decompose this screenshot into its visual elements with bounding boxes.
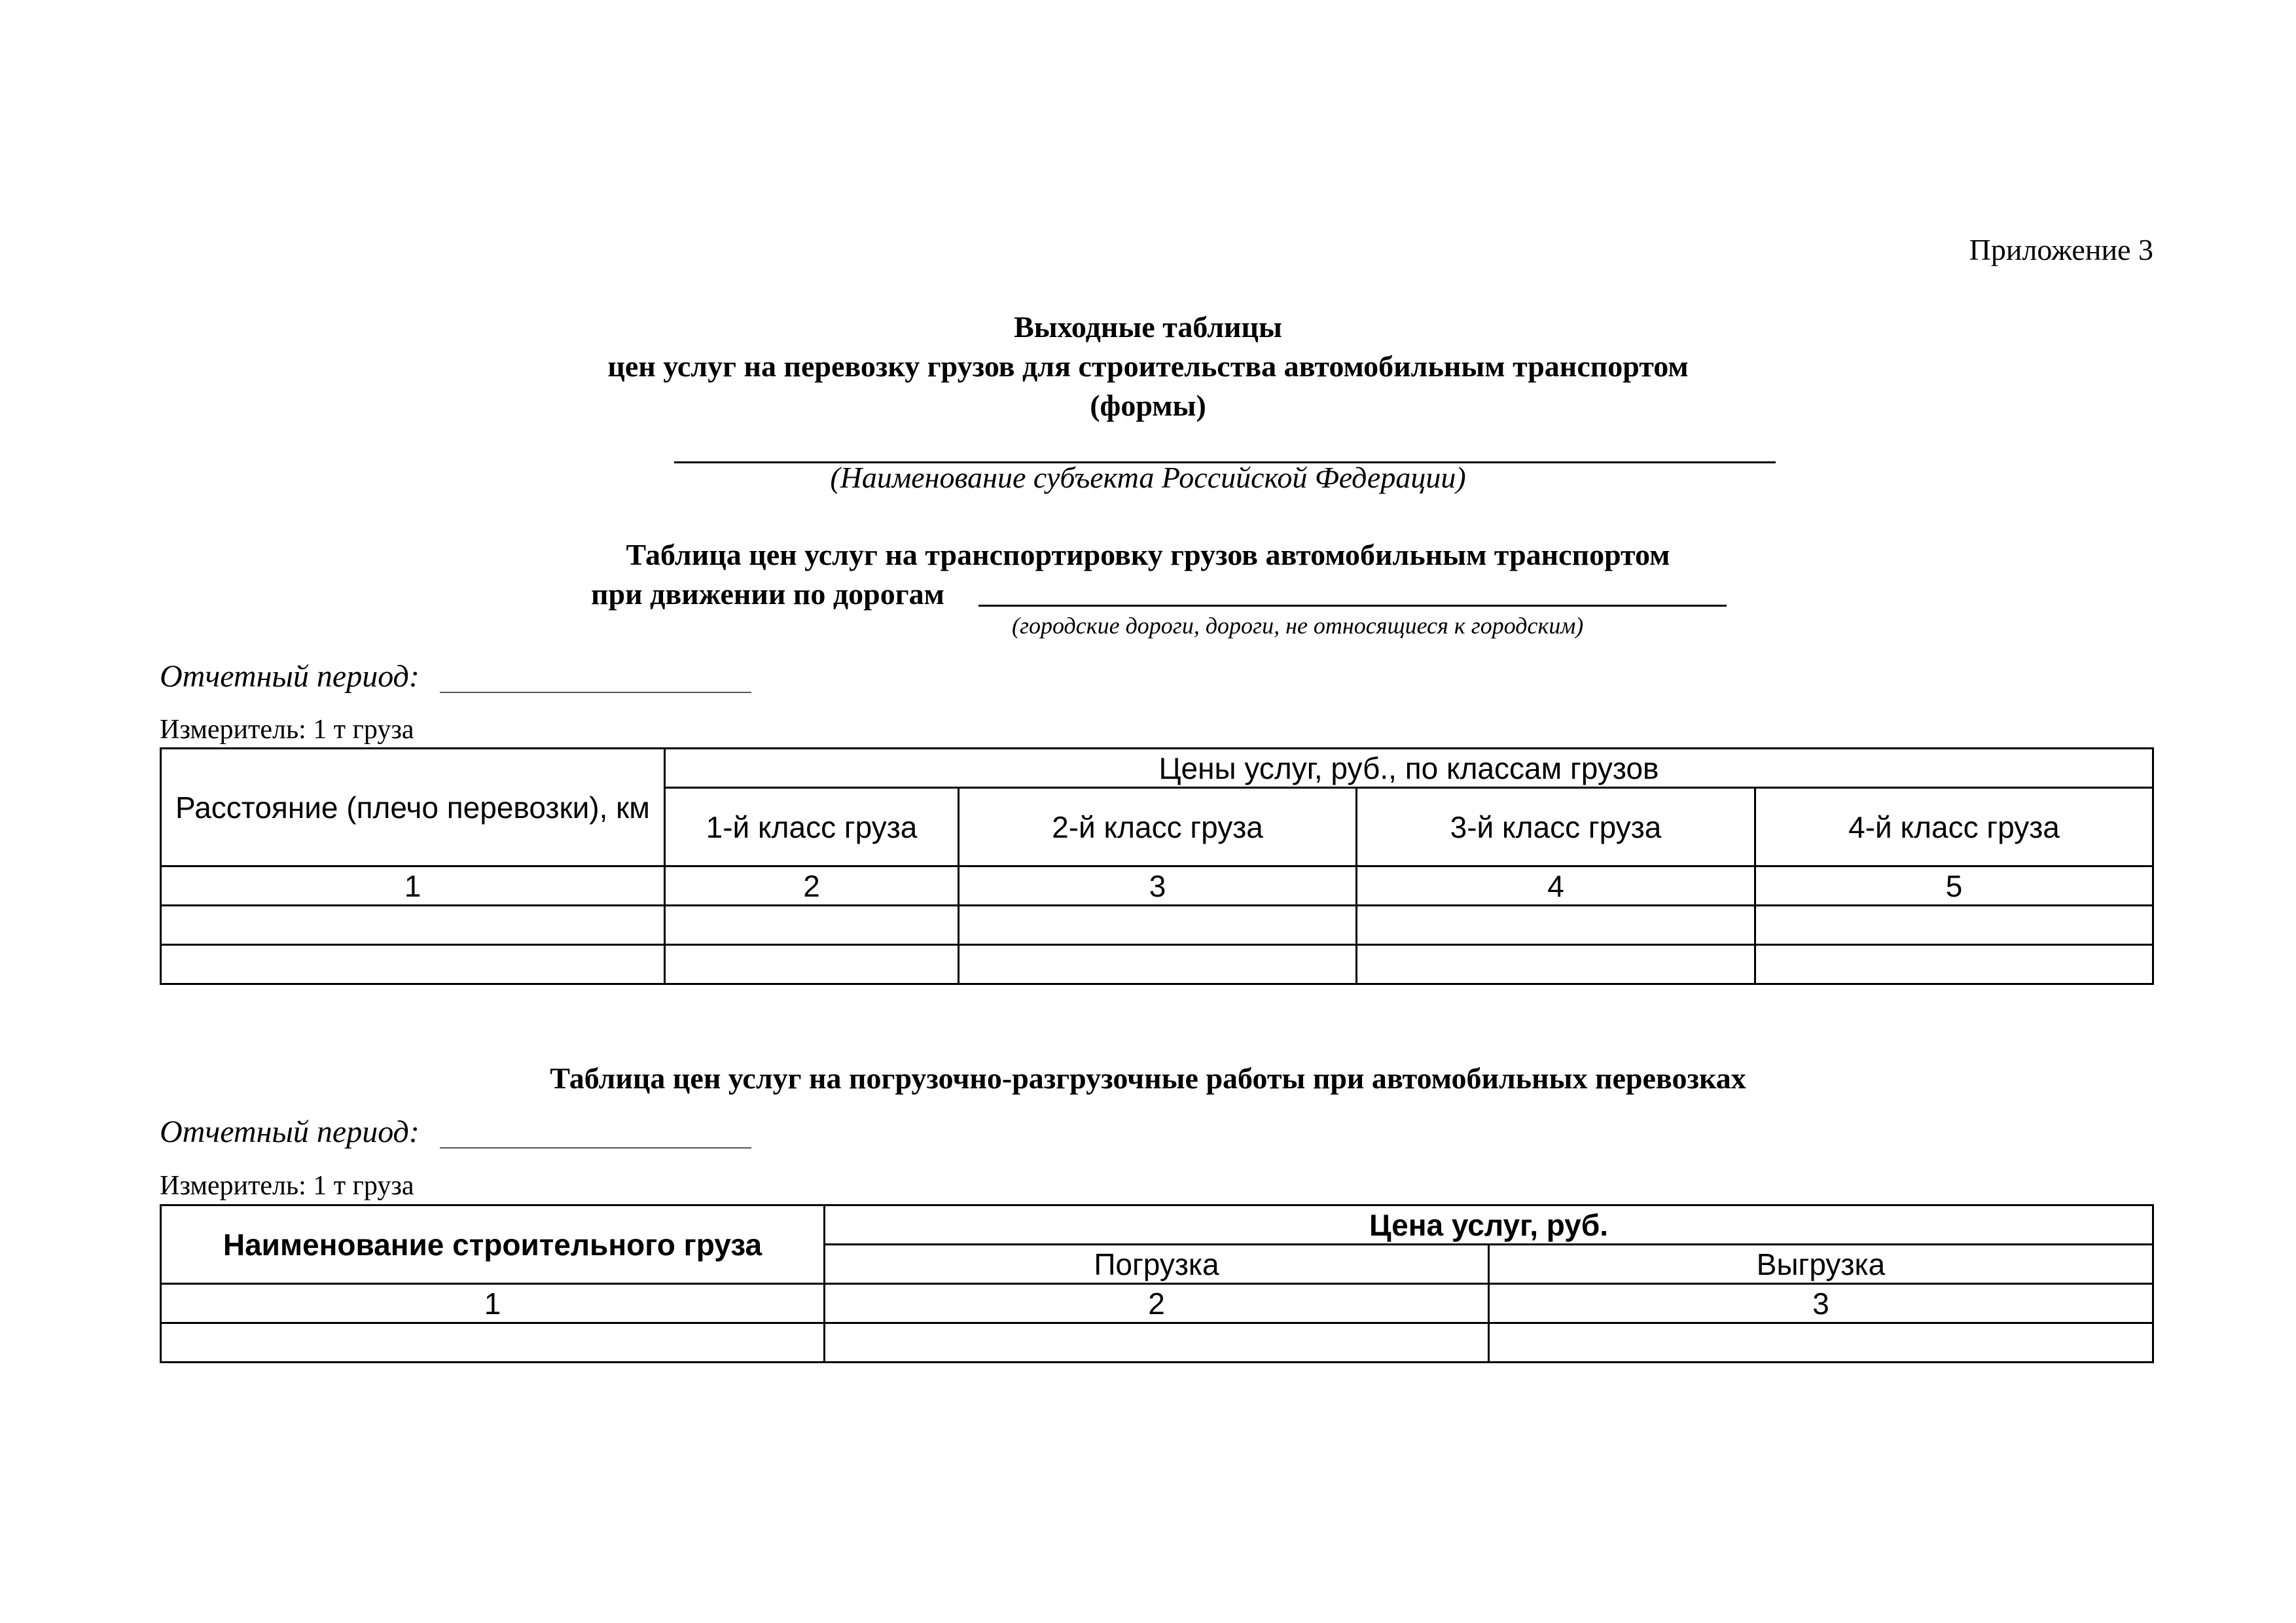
table2-period-label: Отчетный период: — [160, 1115, 420, 1149]
main-title-line3: (формы) — [1090, 389, 1206, 422]
column-number: 2 — [665, 866, 959, 906]
header-service-price: Цена услуг, руб. — [825, 1205, 2153, 1245]
table-row — [161, 945, 2153, 984]
transport-price-table — [160, 747, 2154, 985]
roads-fill-line — [978, 605, 1727, 607]
main-title-line1: Выходные таблицы — [1014, 310, 1282, 344]
header-unloading: Выгрузка — [1489, 1245, 2153, 1284]
column-number: 3 — [1489, 1284, 2153, 1323]
column-number: 2 — [825, 1284, 1489, 1323]
main-title-line2: цен услуг на перевозку грузов для строительства автомобильным транспортом — [607, 349, 1689, 383]
header-class-3: 3-й класс груза — [1357, 788, 1755, 866]
table1-period-fill-line — [440, 692, 751, 693]
table-cell — [665, 906, 959, 945]
column-number: 1 — [161, 866, 665, 906]
table1-title-roads: при движении по дорогам — [591, 577, 944, 611]
table-row — [161, 906, 2153, 945]
header-loading: Погрузка — [825, 1245, 1489, 1284]
header-cargo-name: Наименование строительного груза — [161, 1205, 825, 1284]
table2-title: Таблица цен услуг на погрузочно-разгрузочные работы при автомобильных перевозках — [550, 1061, 1746, 1095]
table2-measure-label: Измеритель: 1 т груза — [160, 1171, 414, 1201]
roads-caption: (городские дороги, дороги, не относящиеся к городским) — [1012, 613, 1584, 639]
column-number: 4 — [1357, 866, 1755, 906]
header-class-1: 1-й класс груза — [665, 788, 959, 866]
table-cell — [1755, 906, 2153, 945]
table-cell — [161, 945, 665, 984]
subject-caption: (Наименование субъекта Российской Федерации) — [830, 461, 1466, 494]
table-cell — [825, 1323, 1489, 1363]
table-cell — [1357, 945, 1755, 984]
table-cell — [1489, 1323, 2153, 1363]
table1-period-label: Отчетный период: — [160, 659, 420, 694]
table-cell — [959, 906, 1357, 945]
table-cell — [1357, 906, 1755, 945]
table-cell — [161, 1323, 825, 1363]
table-cell — [161, 906, 665, 945]
table-cell — [1755, 945, 2153, 984]
main-title — [0, 308, 2296, 425]
header-class-4: 4-й класс груза — [1755, 788, 2153, 866]
column-number: 3 — [959, 866, 1357, 906]
header-class-2: 2-й класс груза — [959, 788, 1357, 866]
table-cell — [959, 945, 1357, 984]
table1-title: Таблица цен услуг на транспортировку грузов автомобильным транспортом — [626, 538, 1670, 571]
header-prices-by-class: Цены услуг, руб., по классам грузов — [665, 749, 2153, 788]
loading-price-table — [160, 1204, 2154, 1363]
appendix-label: Приложение 3 — [1969, 233, 2153, 266]
header-distance: Расстояние (плечо перевозки), км — [161, 749, 665, 866]
column-number: 1 — [161, 1284, 825, 1323]
table-row — [161, 1323, 2153, 1363]
column-number: 5 — [1755, 866, 2153, 906]
table2-period-fill-line — [440, 1147, 751, 1149]
table1-measure-label: Измеритель: 1 т груза — [160, 715, 414, 745]
table-cell — [665, 945, 959, 984]
